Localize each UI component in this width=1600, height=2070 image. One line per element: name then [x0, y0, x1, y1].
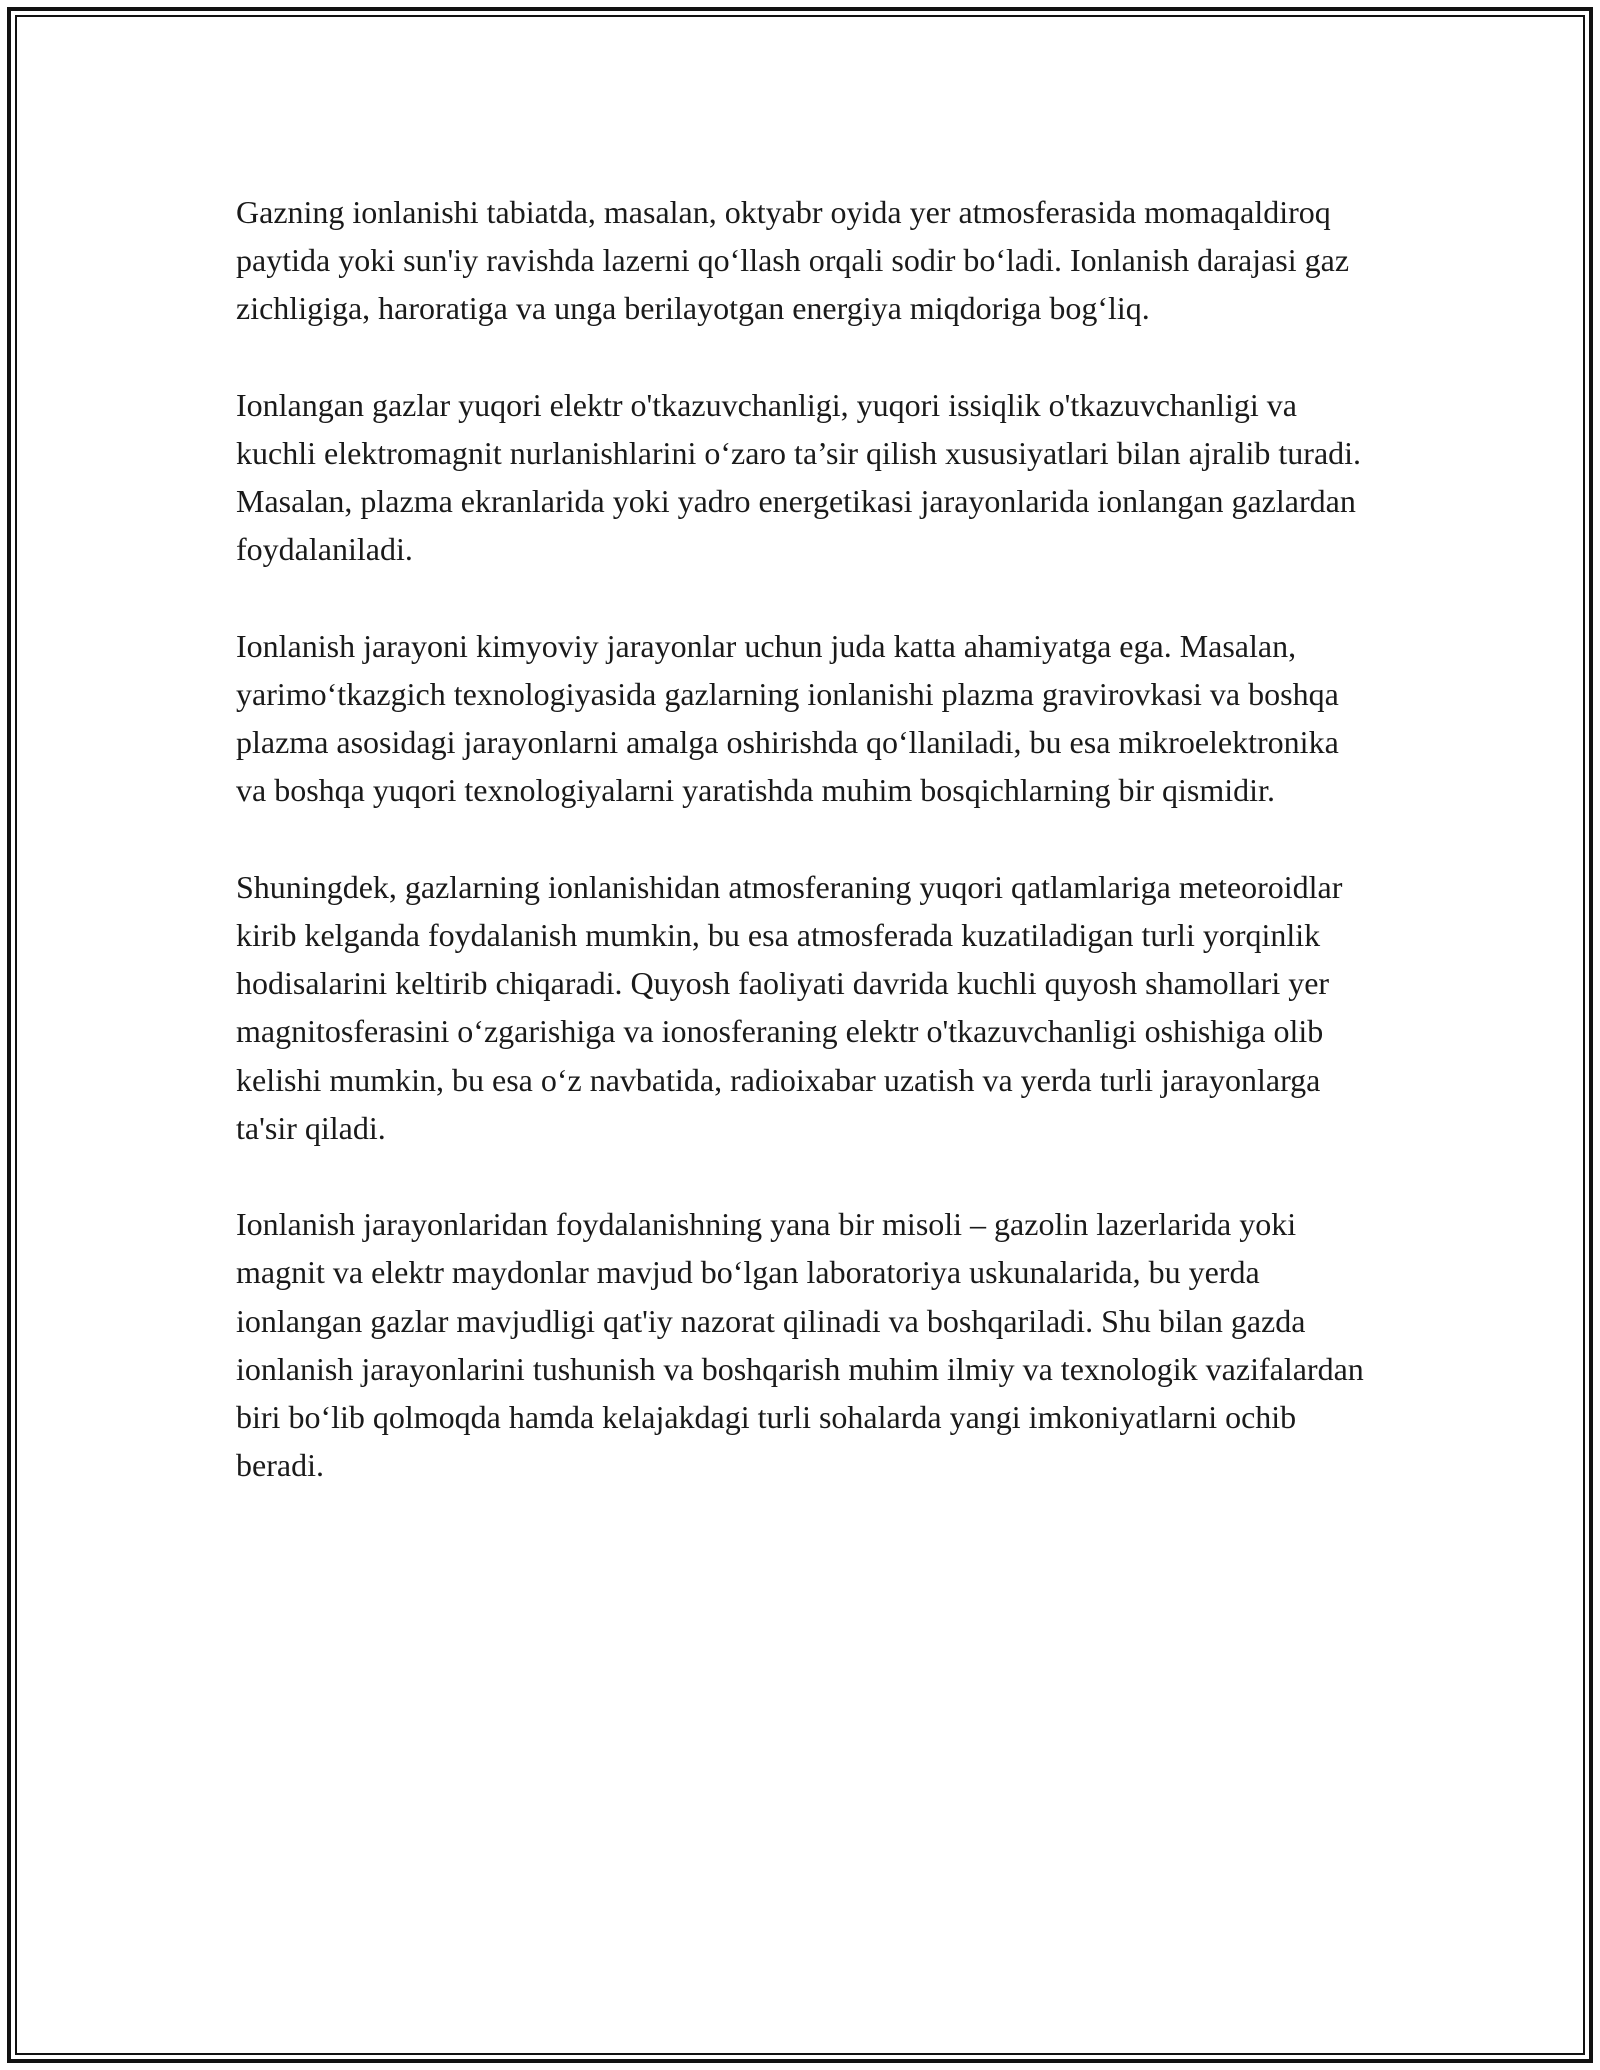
paragraph-4: Shuningdek, gazlarning ionlanishidan atmosferaning yuqori qatlamlariga meteoroidlar kirib kelganda foydalanish mumkin, bu esa atmosferada kuzatiladigan turli yorqinlik hodisalarini keltirib chiqaradi. Quyosh faoliyati davrida kuchli quyosh shamollari yer magnitosferasini o‘zgarishiga va ionosferaning elektr o'tkazuvchanligi oshishiga olib kelishi mumkin, bu esa o‘z navbatida, radioixabar uzatish va yerda turli jarayonlarga ta'sir qiladi. — [236, 868, 1343, 1146]
document-body — [236, 188, 1376, 1538]
paragraph-2: Ionlangan gazlar yuqori elektr o'tkazuvchanligi, yuqori issiqlik o'tkazuvchanligi va kuchli elektromagnit nurlanishlarini o‘zaro ta’sir qilish xususiyatlari bilan ajralib turadi. Masalan, plazma ekranlarida yoki yadro energetikasi jarayonlarida ionlangan gazlardan foydalaniladi. — [236, 386, 1362, 568]
paragraph-3: Ionlanish jarayoni kimyoviy jarayonlar uchun juda katta ahamiyatga ega. Masalan, yarimo‘tkazgich texnologiyasida gazlarning ionlanishi plazma gravirovkasi va boshqa plazma asosidagi jarayonlarni amalga oshirishda qo‘llaniladi, bu esa mikroelektronika va boshqa yuqori texnologiyalarni yaratishda muhim bosqichlarning bir qismidir. — [236, 627, 1339, 809]
paragraph-1: Gazning ionlanishi tabiatda, masalan, oktyabr oyida yer atmosferasida momaqaldiroq paytida yoki sun'iy ravishda lazerni qo‘llash orqali sodir bo‘ladi. Ionlanish darajasi gaz zichligiga, haroratiga va unga berilayotgan energiya miqdoriga bog‘liq. — [236, 194, 1350, 327]
paragraph-5: Ionlanish jarayonlaridan foydalanishning yana bir misoli – gazolin lazerlarida yoki magnit va elektr maydonlar mavjud bo‘lgan laboratoriya uskunalarida, bu yerda ionlangan gazlar mavjudligi qat'iy nazorat qilinadi va boshqariladi. Shu bilan gazda ionlanish jarayonlarini tushunish va boshqarish muhim ilmiy va texnologik vazifalardan biri bo‘lib qolmoqda hamda kelajakdagi turli sohalarda yangi imkoniyatlarni ochib beradi. — [236, 1206, 1364, 1484]
